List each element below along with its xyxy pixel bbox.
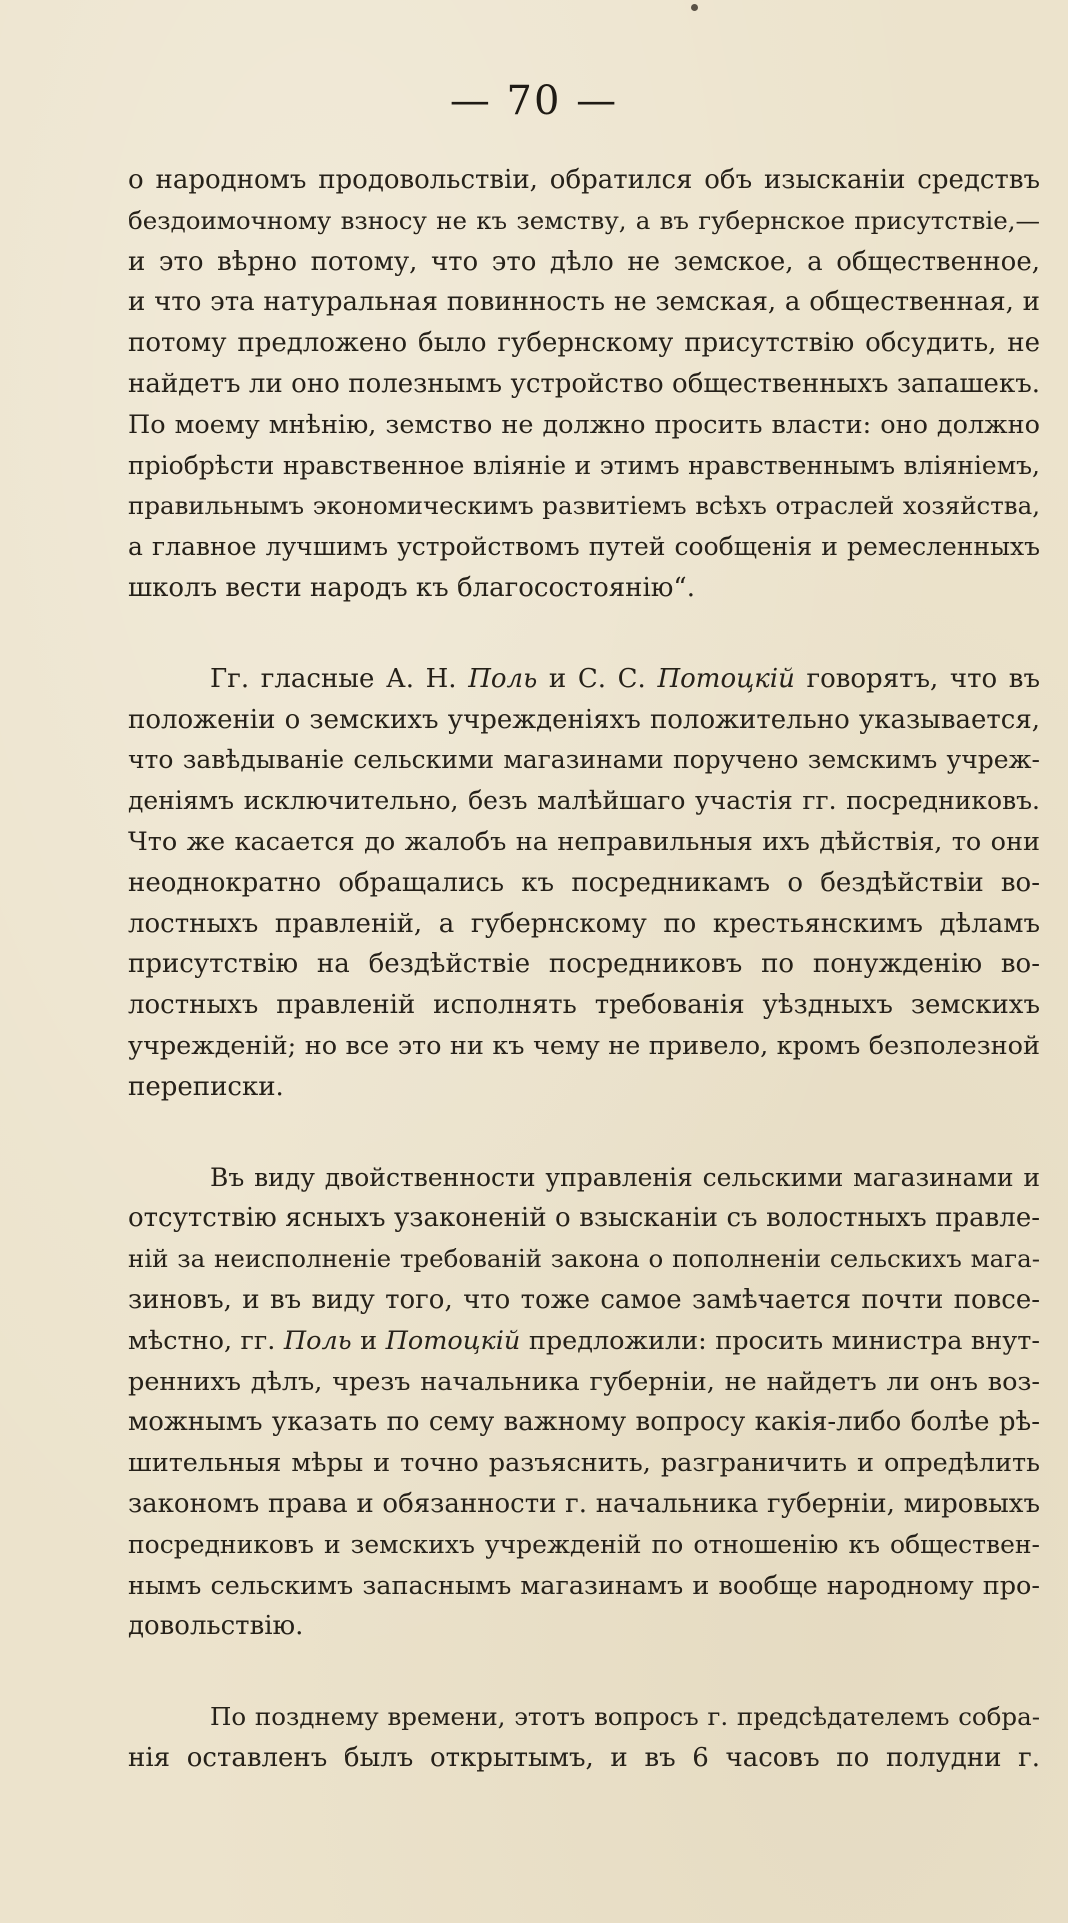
text-line: посредниковъ и земскихъ учрежденій по отношенію къ обществен- [128,1529,1040,1559]
text-line: нія оставленъ былъ открытымъ, и въ 6 часовъ по полудни г. [128,1742,1040,1773]
paragraph-3 [128,1158,1040,1648]
ink-speck [691,4,698,11]
page-number: — 70 — [449,78,619,124]
text-line: и что эта натуральная повинность не земская, а общественная, и [128,287,1040,318]
text-line: найдетъ ли оно полезнымъ устройство общественныхъ запашекъ. [128,368,1040,399]
text-fragment: мѣстно, гг. [128,1325,284,1356]
text-line: лостныхъ правленій исполнять требованія уѣздныхъ земскихъ [128,990,1040,1021]
text-line: деніямъ исключительно, безъ малѣйшаго участія гг. посредниковъ. [128,786,1040,816]
text-fragment: предложили: просить министра внут- [520,1325,1040,1356]
paragraph-1 [128,160,1040,609]
text-line: переписки. [128,1071,284,1102]
text-fragment: и С. С. [537,663,658,694]
text-fragment: и [351,1325,386,1356]
paragraph-4 [128,1697,1040,1779]
text-line: и это вѣрно потому, что это дѣло не земское, а общественное, [128,246,1040,277]
body-text [128,160,1040,1779]
text-line: потому предложено было губернскому присутствію обсудить, не [128,328,1040,359]
text-line: реннихъ дѣлъ, чрезъ начальника губерніи, не найдетъ ли онъ воз- [128,1366,1040,1397]
text-line: отсутствію ясныхъ узаконеній о взысканіи съ волостныхъ правле- [128,1203,1040,1234]
text-fragment: говорятъ, что въ [794,663,1040,694]
text-line: Что же касается до жалобъ на неправильныя ихъ дѣйствія, то они [128,826,1040,857]
person-name: Потоцкій [385,1325,521,1356]
text-line: что завѣдываніе сельскими магазинами поручено земскимъ учреж- [128,745,1040,775]
text-line: довольствію. [128,1611,304,1642]
text-line: лостныхъ правленій, а губернскому по крестьянскимъ дѣламъ [128,908,1040,939]
text-line: шительныя мѣры и точно разъяснить, разграничить и опредѣлить [128,1448,1040,1479]
text-fragment: Гг. гласные А. Н. [210,663,469,694]
person-name: Поль [468,663,538,694]
person-name: Поль [283,1325,352,1356]
text-line: закономъ права и обязанности г. начальника губерніи, мировыхъ [128,1488,1040,1519]
text-line: присутствію на бездѣйствіе посредниковъ по понужденію во- [128,949,1040,980]
text-line: ній за неисполненіе требованій закона о пополненіи сельскихъ мага- [128,1244,1040,1274]
text-line: школъ вести народъ къ благосостоянію“. [128,572,695,603]
person-name: Потоцкій [657,663,795,694]
text-line: зиновъ, и въ виду того, что тоже самое замѣчается почти повсе- [128,1284,1040,1315]
text-line: можнымъ указать по сему важному вопросу какія-либо болѣе рѣ- [128,1407,1040,1438]
text-line: учрежденій; но все это ни къ чему не привело, кромъ безполезной [128,1030,1040,1061]
text-line: По позднему времени, этотъ вопросъ г. предсѣдателемъ собра- [210,1702,1040,1732]
text-line: пріобрѣсти нравственное вліяніе и этимъ нравственнымъ вліяніемъ, [128,450,1040,480]
text-line: нымъ сельскимъ запаснымъ магазинамъ и вообще народному про- [128,1570,1040,1601]
text-line [128,659,1040,700]
text-line: неоднократно обращались къ посредникамъ о бездѣйствіи во- [128,867,1040,898]
text-line [128,1321,1040,1362]
text-line: о народномъ продовольствіи, обратился объ изысканіи средствъ [128,165,1040,195]
text-line: По моему мнѣнію, земство не должно просить власти: оно должно [128,409,1040,440]
text-line: правильнымъ экономическимъ развитіемъ всѣхъ отраслей хозяйства, [128,491,1040,521]
text-line: а главное лучшимъ устройствомъ путей сообщенія и ремесленныхъ [128,532,1040,562]
text-line: Въ виду двойственности управленія сельскими магазинами и [210,1162,1040,1192]
paragraph-2 [128,659,1040,1108]
text-line: бездоимочному взносу не къ земству, а въ губернское присутствіе,— [128,205,1040,235]
text-line: положеніи о земскихъ учрежденіяхъ положительно указывается, [128,704,1040,735]
